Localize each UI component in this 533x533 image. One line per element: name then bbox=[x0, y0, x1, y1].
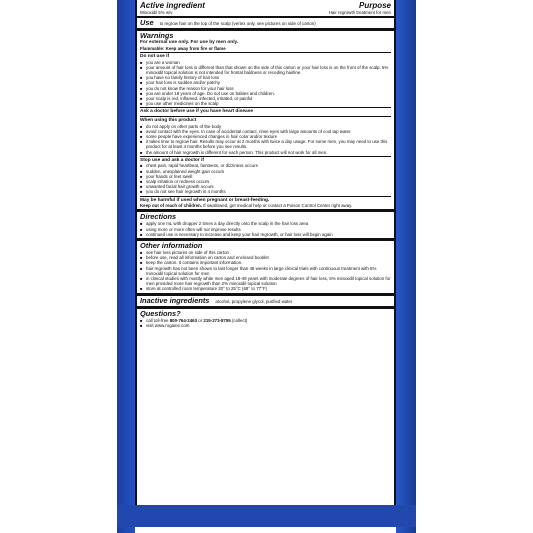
phone-number-2[interactable]: 215-273-8755 bbox=[203, 317, 231, 323]
drug-facts-panel bbox=[135, 0, 396, 505]
active-ingredient-value: Minoxidil 5% w/v bbox=[140, 10, 173, 15]
phone-number-1[interactable]: 800-764-2463 bbox=[169, 317, 198, 323]
keep-out-rest: If swallowed, get medical help or contact a Poison Control Center right away. bbox=[203, 203, 353, 209]
active-ingredient-section bbox=[137, 0, 394, 18]
list-item: ■ chest pain, rapid heartbeat, faintness, or dizziness occurs bbox=[140, 163, 391, 168]
when-using-list bbox=[140, 124, 391, 155]
carton-left-side bbox=[117, 0, 135, 533]
carton-right-side bbox=[396, 0, 416, 533]
list-item bbox=[140, 323, 391, 328]
questions-list bbox=[140, 318, 391, 328]
keep-out-of-reach bbox=[140, 203, 391, 208]
pregnancy-warning: May be harmful if used when pregnant or breast-feeding. bbox=[140, 197, 270, 203]
list-item: ■ apply one mL with dropper 2 times a day directly onto the scalp in the hair loss area bbox=[140, 221, 391, 226]
collect-text: (collect) bbox=[231, 317, 248, 323]
list-item: ■ some people have experienced changes in hair color and/or texture bbox=[140, 134, 391, 139]
stop-use-heading: Stop use and ask a doctor if bbox=[140, 157, 204, 163]
purpose-heading: Purpose bbox=[358, 1, 391, 10]
list-item: ■ your scalp is red, inflamed, infected, irritated, or painful bbox=[140, 96, 391, 101]
other-information-section bbox=[137, 241, 394, 296]
list-item: ■ the amount of hair regrowth is different for each person. This product will not work for all men. bbox=[140, 150, 391, 155]
use-heading: Use bbox=[140, 18, 154, 28]
list-item: ■ it takes time to regrow hair. Results may occur at 2 months with twice a day usage. For some men, you may need to use this product for at least 4 months before you see results. bbox=[140, 139, 391, 149]
do-not-use-heading: Do not use if bbox=[140, 54, 170, 59]
list-item: ■ in clinical studies with mostly white men aged 18-49 years with moderate degrees of hair loss, 5% minoxidil topical solution for men provided more hair regrowth than 2% minoxidil topical solution bbox=[140, 276, 391, 286]
list-item: ■ keep the carton. It contains important information. bbox=[140, 260, 391, 265]
directions-heading: Directions bbox=[140, 212, 177, 222]
when-using-heading: When using this product bbox=[140, 118, 197, 124]
inactive-ingredients-heading: Inactive ingredients bbox=[140, 295, 210, 305]
list-item: ■ you use other medicines on the scalp bbox=[140, 101, 391, 106]
or-text: or bbox=[198, 317, 203, 323]
list-item: ■ you are a woman bbox=[140, 60, 391, 65]
flammable-text: Flammable: Keep away from fire or flame bbox=[140, 45, 226, 51]
list-item: ■ you have no family history of hair loss bbox=[140, 75, 391, 80]
website-link[interactable]: www.rogaine.com bbox=[154, 322, 190, 328]
list-item: ■ you do not know the reason for your hair loss bbox=[140, 86, 391, 91]
list-item: ■ continued use is necessary to increase and keep your hair regrowth, or hair loss will begin again bbox=[140, 232, 391, 237]
list-item: ■ unwanted facial hair growth occurs bbox=[140, 184, 391, 189]
list-item: ■ sudden, unexplained weight gain occurs bbox=[140, 169, 391, 174]
list-item: ■ before use, read all information on carton and enclosed booklet bbox=[140, 255, 391, 260]
flammable-line bbox=[140, 46, 391, 51]
warnings-heading: Warnings bbox=[140, 31, 174, 41]
list-item: ■ see hair loss pictures on side of this carton bbox=[140, 250, 391, 255]
directions-section bbox=[137, 212, 394, 241]
do-not-use-list bbox=[140, 60, 391, 107]
inactive-ingredients-text: alcohol, propylene glycol, purified water bbox=[215, 298, 293, 304]
list-item: ■ scalp irritation or redness occurs bbox=[140, 179, 391, 184]
list-item: ■ store at controlled room temperature 20° to 25°C (68° to 77°F) bbox=[140, 286, 391, 291]
list-item: ■ using more or more often will not improve results bbox=[140, 227, 391, 232]
list-item: ■ do not apply on other parts of the body bbox=[140, 124, 391, 129]
questions-section bbox=[137, 309, 394, 329]
external-use-line: For external use only. For use by men only. bbox=[140, 40, 239, 46]
ask-doctor-line: Ask a doctor before use if you have heart disease bbox=[140, 109, 254, 115]
other-information-list bbox=[140, 250, 391, 292]
list-item: ■ your hair loss is sudden and/or patchy bbox=[140, 80, 391, 85]
list-item: ■ you do not see hair regrowth in 4 months bbox=[140, 189, 391, 194]
keep-out-bold: Keep out of reach of children. bbox=[140, 203, 202, 209]
list-item: ■ your hands or feet swell bbox=[140, 174, 391, 179]
list-item: ■ avoid contact with the eyes. In case of accidental contact, rinse eyes with large amounts of cool tap water. bbox=[140, 129, 391, 134]
active-ingredient-heading: Active ingredient bbox=[140, 1, 205, 10]
use-section bbox=[137, 18, 394, 31]
list-item: ■ you are under 18 years of age. Do not use on babies and children. bbox=[140, 91, 391, 96]
questions-heading: Questions? bbox=[140, 308, 181, 318]
directions-list bbox=[140, 221, 391, 237]
warnings-section bbox=[137, 31, 394, 212]
call-prefix: call toll-free bbox=[146, 317, 169, 323]
visit-prefix: visit bbox=[146, 322, 154, 328]
purpose-value: Hair regrowth treatment for men bbox=[328, 10, 391, 15]
list-item: ■ hair regrowth has not been shown to last longer than 48 weeks in large clinical trials with continuous treatment with 5% minoxidil topical solution for men bbox=[140, 266, 391, 276]
stop-use-list bbox=[140, 163, 391, 194]
carton-bottom bbox=[117, 505, 416, 527]
use-text: to regrow hair on the top of the scalp (vertex only, see pictures on side of carton) bbox=[159, 21, 316, 27]
inactive-ingredients-section bbox=[137, 296, 394, 309]
other-information-heading: Other information bbox=[140, 241, 203, 251]
list-item: ■ your amount of hair loss is different than that shown on the side of this carton or your hair loss is on the front of the scalp. 5% minoxidil topical solution is not intended for frontal baldness or receding hairline. bbox=[140, 65, 391, 75]
